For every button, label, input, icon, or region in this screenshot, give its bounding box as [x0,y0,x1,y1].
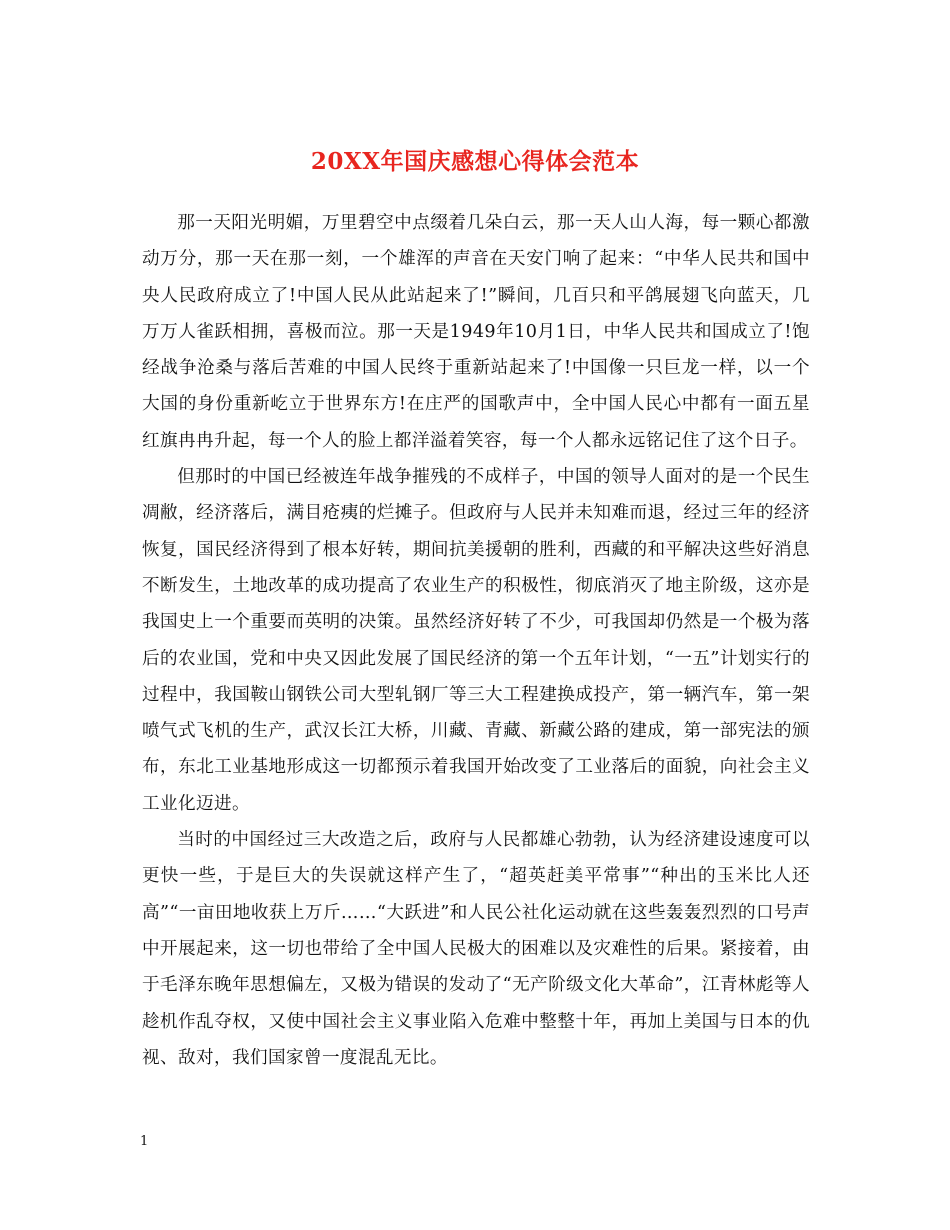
document-title: 20XX年国庆感想心得体会范本 [310,148,640,176]
body-paragraph-3: 当时的中国经过三大改造之后，政府与人民都雄心勃勃，认为经济建设速度可以更快一些，于是巨大的失误就这样产生了，“超英赶美平常事”“种出的玉米比人还高”“一亩田地收获上万斤……“大跃进”和人民公社化运动就在这些轰轰烈烈的口号声中开展起来，这一切也带给了全中国人民极大的困难以及灾难性的后果。紧接着，由于毛泽东晚年思想偏左，又极为错误的发动了“无产阶级文化大革命”，江青林彪等人趁机作乱夺权，又使中国社会主义事业陷入危难中整整十年，再加上美国与日本的仇视、敌对，我们国家曾一度混乱无比。 [142,830,810,1068]
page-number: 1 [140,1134,149,1149]
body-paragraph-1: 那一天阳光明媚，万里碧空中点缀着几朵白云，那一天人山人海，每一颗心都激动万分，那一天在那一刻，一个雄浑的声音在天安门响了起来：“中华人民共和国中央人民政府成立了!中国人民从此站起来了!”瞬间，几百只和平鸽展翅飞向蓝天，几万万人雀跃相拥，喜极而泣。那一天是1949年10月1日，中华人民共和国成立了!饱经战争沧桑与落后苦难的中国人民终于重新站起来了!中国像一只巨龙一样，以一个大国的身份重新屹立于世界东方!在庄严的国歌声中，全中国人民心中都有一面五星红旗冉冉升起，每一个人的脸上都洋溢着笑容，每一个人都永远铭记住了这个日子。 [142,213,810,451]
document-body [142,205,810,1076]
body-paragraph-2: 但那时的中国已经被连年战争摧残的不成样子，中国的领导人面对的是一个民生凋敝，经济落后，满目疮痍的烂摊子。但政府与人民并未知难而退，经过三年的经济恢复，国民经济得到了根本好转，期间抗美援朝的胜利，西藏的和平解决这些好消息不断发生，土地改革的成功提高了农业生产的积极性，彻底消灭了地主阶级，这亦是我国史上一个重要而英明的决策。虽然经济好转了不少，可我国却仍然是一个极为落后的农业国，党和中央又因此发展了国民经济的第一个五年计划，“一五”计划实行的过程中，我国鞍山钢铁公司大型轧钢厂等三大工程建换成投产，第一辆汽车，第一架喷气式飞机的生产，武汉长江大桥，川藏、青藏、新藏公路的建成，第一部宪法的颁布，东北工业基地形成这一切都预示着我国开始改变了工业落后的面貌，向社会主义工业化迈进。 [142,467,810,814]
